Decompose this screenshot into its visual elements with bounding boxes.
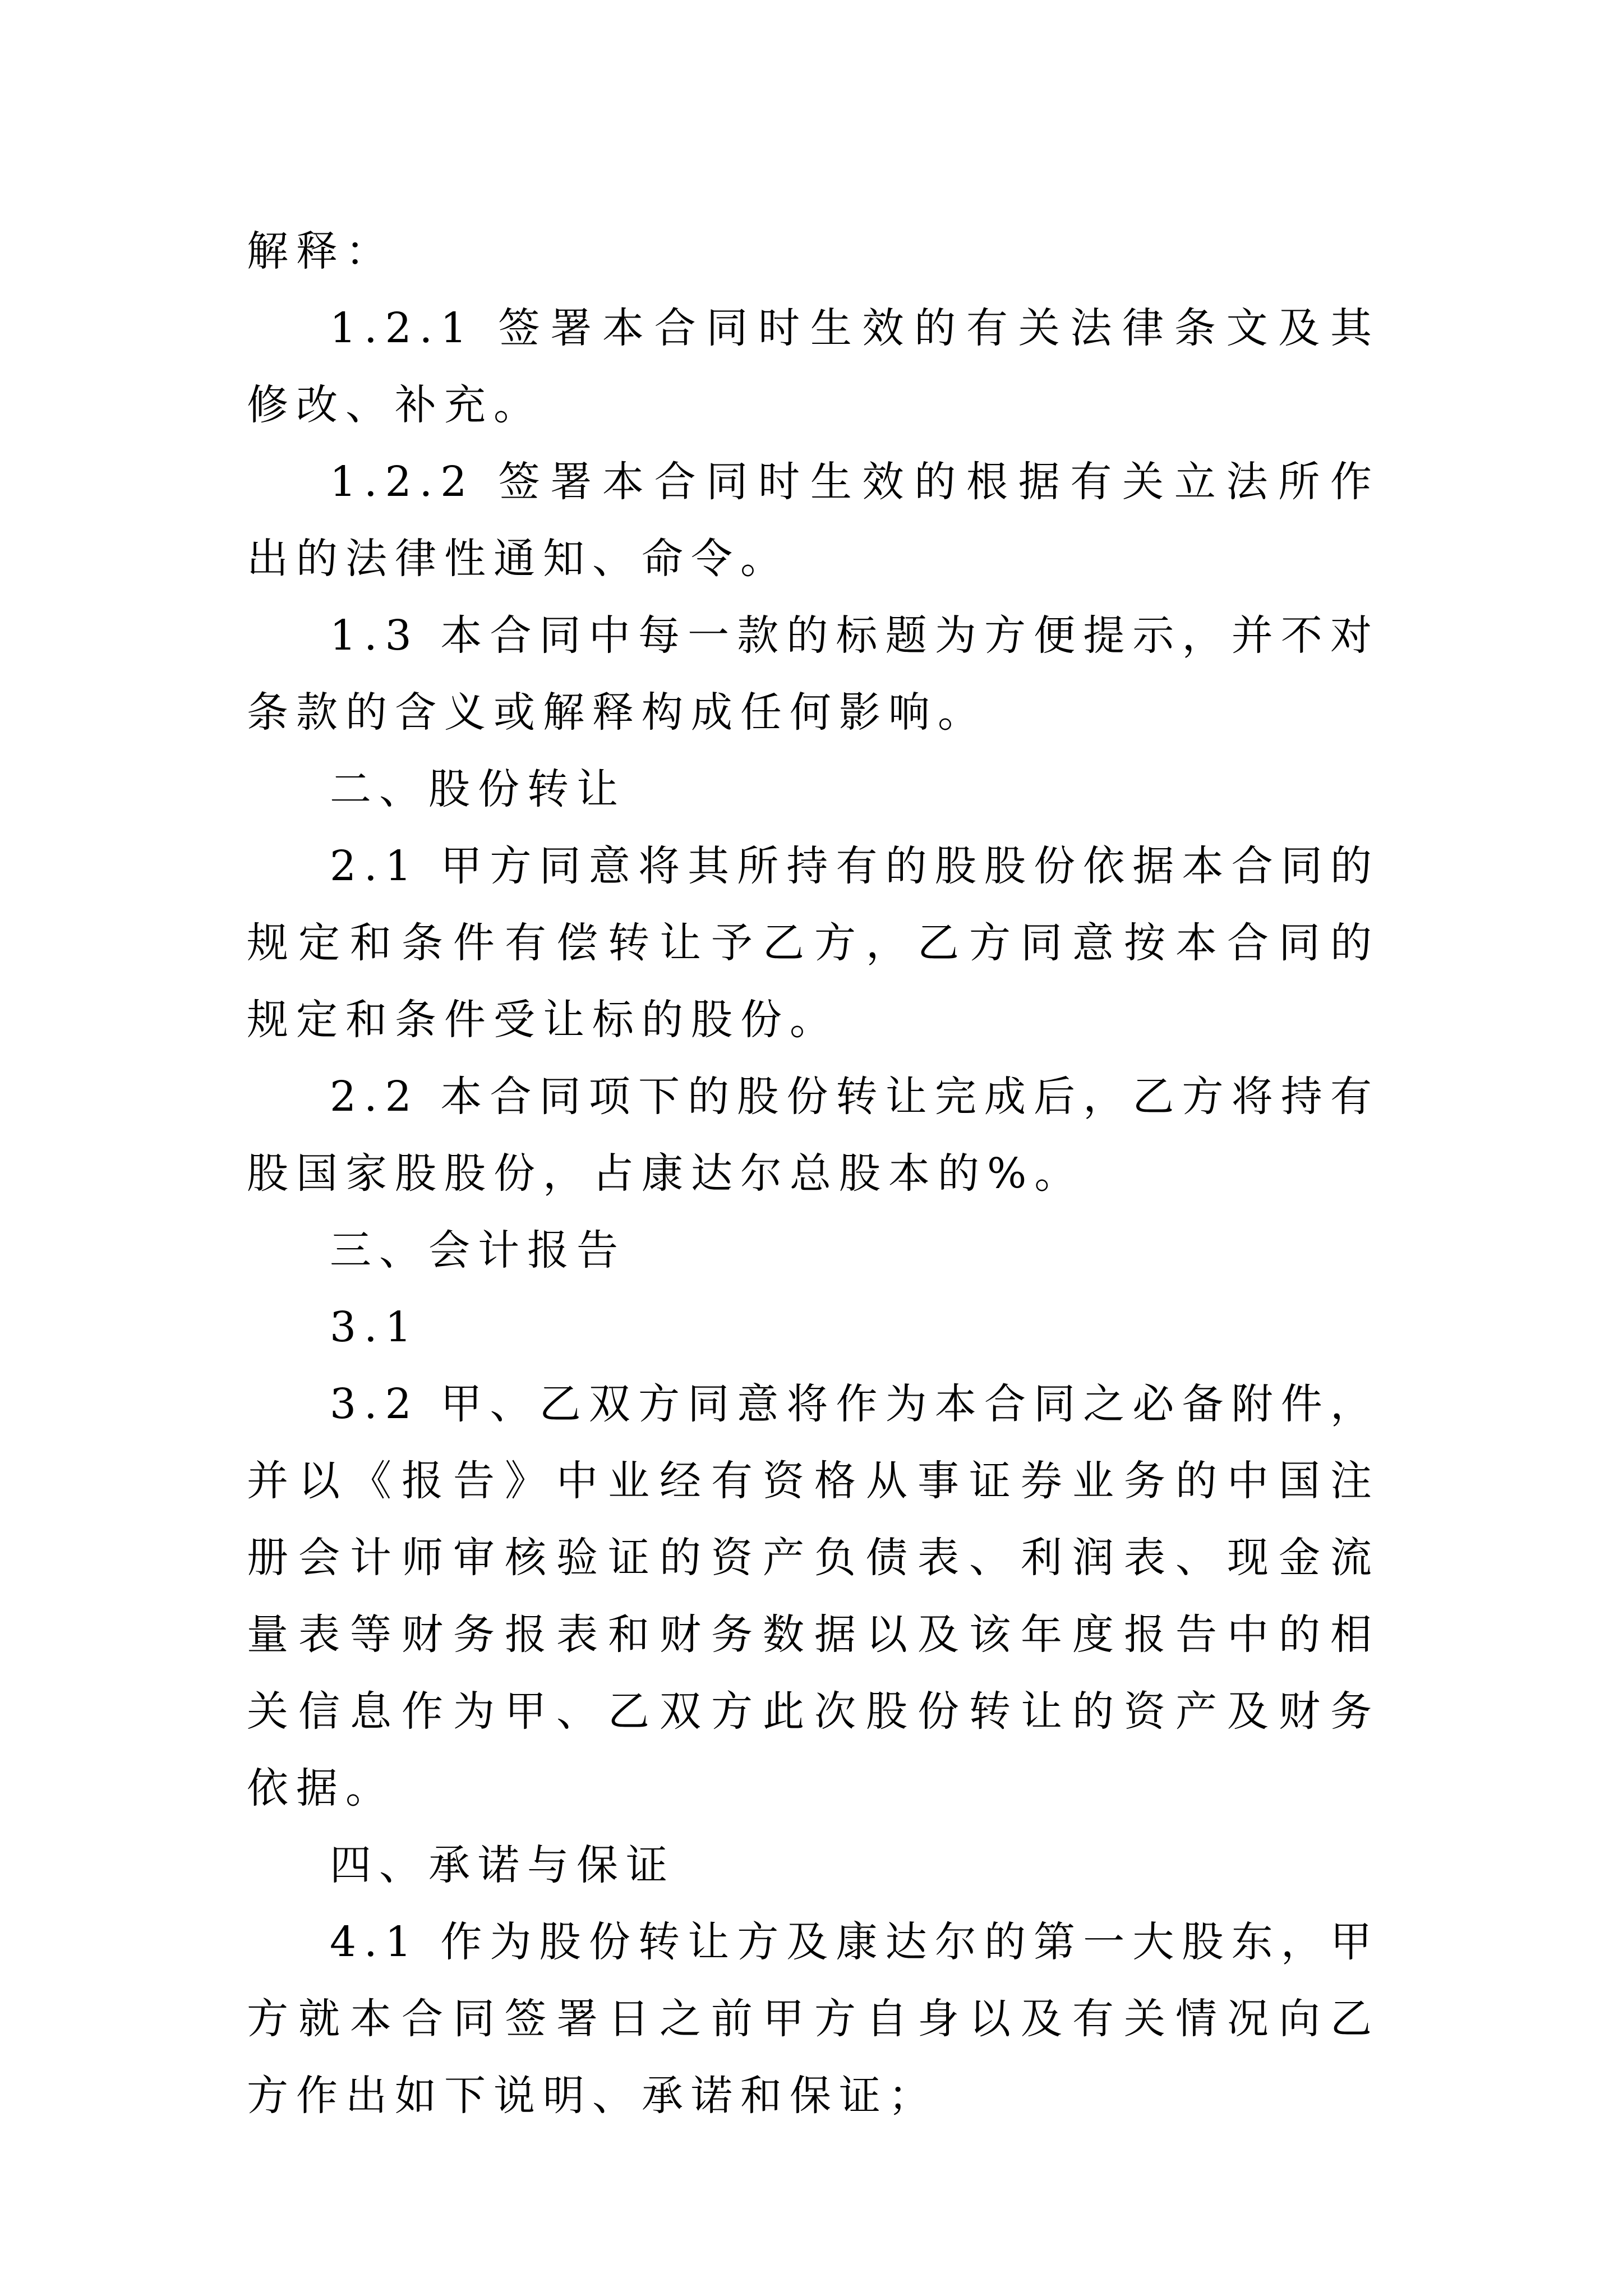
paragraph-interpretation-label: 解释： [247, 227, 395, 275]
clause-1-3: 1.3 本合同中每一款的标题为方便提示，并不对条款的含义或解释构成任何影响。 [247, 611, 1380, 737]
clause-3-1: 3.1 [330, 1303, 419, 1351]
section-heading-share-transfer: 二、股份转让 [330, 765, 626, 813]
clause-4-1: 4.1 作为股份转让方及康达尔的第一大股东，甲方就本合同签署日之前甲方自身以及有关情况向乙方作出如下说明、承诺和保证； [247, 1918, 1380, 2120]
clause-2-1: 2.1 甲方同意将其所持有的股股份依据本合同的规定和条件有偿转让予乙方，乙方同意按本合同的规定和条件受让标的股份。 [247, 842, 1380, 1044]
clause-1-2-1: 1.2.1 签署本合同时生效的有关法律条文及其修改、补充。 [247, 304, 1380, 429]
clause-2-2: 2.2 本合同项下的股份转让完成后，乙方将持有股国家股股份，占康达尔总股本的%。 [247, 1073, 1380, 1198]
clause-3-2: 3.2 甲、乙双方同意将作为本合同之必备附件，并以《报告》中业经有资格从事证券业务的中国注册会计师审核验证的资产负债表、利润表、现金流量表等财务报表和财务数据以及该年度报告中的相关信息作为甲、乙双方此次股份转让的资产及财务依据。 [247, 1380, 1380, 1812]
clause-1-2-2: 1.2.2 签署本合同时生效的根据有关立法所作出的法律性通知、命令。 [247, 458, 1380, 583]
section-heading-accounting-report: 三、会计报告 [330, 1226, 626, 1274]
document-body [247, 213, 1380, 2134]
section-heading-commitments: 四、承诺与保证 [330, 1841, 675, 1889]
